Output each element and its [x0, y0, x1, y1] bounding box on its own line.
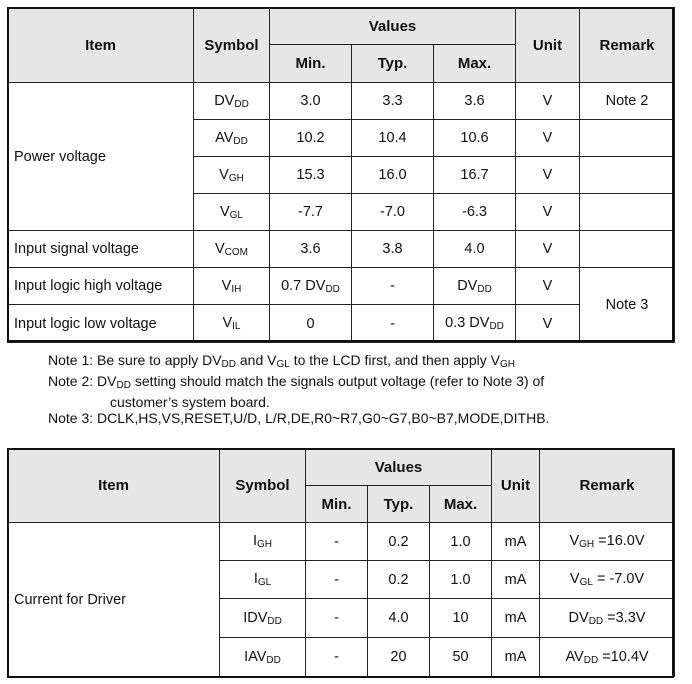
symbol-cell: $IAV_{DD}$	[220, 638, 306, 677]
header-typ: Typ.	[368, 486, 430, 523]
max-cell: 3.6	[434, 83, 516, 120]
header-values: Values	[306, 449, 492, 486]
remark-cell: Note 3	[580, 268, 675, 343]
header-min: Min.	[270, 45, 352, 83]
voltage-spec-table	[7, 7, 675, 343]
table-row	[8, 305, 675, 343]
note-3: Note 3: DCLK,HS,VS,RESET,U/D, L/R,DE,R0~R7,G0~G7,B0~B7,MODE,DITHB.	[48, 410, 550, 426]
header-unit: Unit	[492, 449, 540, 523]
row-item-label: Power voltage	[8, 83, 194, 231]
min-cell: 15.3	[270, 157, 352, 194]
max-cell: 10.6	[434, 120, 516, 157]
header-item: Item	[8, 449, 220, 523]
row-item-label: Current for Driver	[8, 523, 220, 677]
header-unit: Unit	[516, 8, 580, 83]
row-item-label: Input logic high voltage	[8, 268, 194, 305]
symbol-cell: $V_{IL}$	[194, 305, 270, 343]
row-item-label: Input signal voltage	[8, 231, 194, 268]
min-cell: 0.7 $DV_{DD}$	[270, 268, 352, 305]
max-cell: $DV_{DD}$	[434, 268, 516, 305]
current-spec-table	[7, 448, 675, 677]
header-typ: Typ.	[352, 45, 434, 83]
typ-cell: 0.2	[368, 523, 430, 561]
max-cell: 0.3 $DV_{DD}$	[434, 305, 516, 343]
typ-cell: -	[352, 305, 434, 343]
unit-cell: V	[516, 157, 580, 194]
unit-cell: V	[516, 268, 580, 305]
symbol-cell: $I_{GH}$	[220, 523, 306, 561]
table-row	[8, 231, 675, 268]
min-cell: 0	[270, 305, 352, 343]
min-cell: -	[306, 599, 368, 638]
remark-cell	[580, 194, 675, 231]
header-min: Min.	[306, 486, 368, 523]
max-cell: 4.0	[434, 231, 516, 268]
max-cell: -6.3	[434, 194, 516, 231]
note-2: Note 2: $DV_{DD}$ setting should match the signals output voltage (refer to Note 3) of	[48, 373, 545, 391]
unit-cell: V	[516, 194, 580, 231]
header-symbol: Symbol	[194, 8, 270, 83]
max-cell: 1.0	[430, 561, 492, 599]
symbol-cell: $I_{GL}$	[220, 561, 306, 599]
typ-cell: 3.8	[352, 231, 434, 268]
min-cell: 3.6	[270, 231, 352, 268]
remark-cell: $V_{GH} =16.0V$	[540, 523, 675, 561]
unit-cell: mA	[492, 599, 540, 638]
header-remark: Remark	[540, 449, 675, 523]
unit-cell: V	[516, 120, 580, 157]
symbol-cell: $DV_{DD}$	[194, 83, 270, 120]
remark-cell: $DV_{DD} =3.3V$	[540, 599, 675, 638]
table-row	[8, 83, 675, 120]
header-item: Item	[8, 8, 194, 83]
typ-cell: 16.0	[352, 157, 434, 194]
unit-cell: V	[516, 231, 580, 268]
symbol-cell: $AV_{DD}$	[194, 120, 270, 157]
header-symbol: Symbol	[220, 449, 306, 523]
symbol-cell: $V_{COM}$	[194, 231, 270, 268]
unit-cell: mA	[492, 638, 540, 677]
typ-cell: -7.0	[352, 194, 434, 231]
max-cell: 50	[430, 638, 492, 677]
min-cell: -	[306, 561, 368, 599]
typ-cell: 4.0	[368, 599, 430, 638]
remark-cell	[580, 231, 675, 268]
unit-cell: mA	[492, 523, 540, 561]
min-cell: -	[306, 523, 368, 561]
table-row	[8, 268, 675, 305]
remark-cell: Note 2	[580, 83, 675, 120]
remark-cell	[580, 120, 675, 157]
typ-cell: 3.3	[352, 83, 434, 120]
max-cell: 1.0	[430, 523, 492, 561]
header-max: Max.	[430, 486, 492, 523]
min-cell: 3.0	[270, 83, 352, 120]
max-cell: 16.7	[434, 157, 516, 194]
typ-cell: 20	[368, 638, 430, 677]
note-1: Note 1: Be sure to apply $DV_{DD}$ and $V_{GL}$ to the LCD first, and then apply $V_{GH}$	[48, 352, 515, 370]
typ-cell: 10.4	[352, 120, 434, 157]
header-values: Values	[270, 8, 516, 45]
min-cell: -7.7	[270, 194, 352, 231]
max-cell: 10	[430, 599, 492, 638]
remark-cell: $AV_{DD} =10.4V$	[540, 638, 675, 677]
remark-cell: $V_{GL} = -7.0V$	[540, 561, 675, 599]
min-cell: 10.2	[270, 120, 352, 157]
note-2-continued: customer’s system board.	[110, 394, 270, 410]
header-remark: Remark	[580, 8, 675, 83]
unit-cell: V	[516, 83, 580, 120]
header-max: Max.	[434, 45, 516, 83]
symbol-cell: $V_{GL}$	[194, 194, 270, 231]
remark-cell	[580, 157, 675, 194]
typ-cell: -	[352, 268, 434, 305]
typ-cell: 0.2	[368, 561, 430, 599]
symbol-cell: $IDV_{DD}$	[220, 599, 306, 638]
notes-block	[48, 352, 678, 426]
row-item-label: Input logic low voltage	[8, 305, 194, 343]
symbol-cell: $V_{GH}$	[194, 157, 270, 194]
unit-cell: mA	[492, 561, 540, 599]
unit-cell: V	[516, 305, 580, 343]
symbol-cell: $V_{IH}$	[194, 268, 270, 305]
min-cell: -	[306, 638, 368, 677]
table-row	[8, 523, 675, 561]
